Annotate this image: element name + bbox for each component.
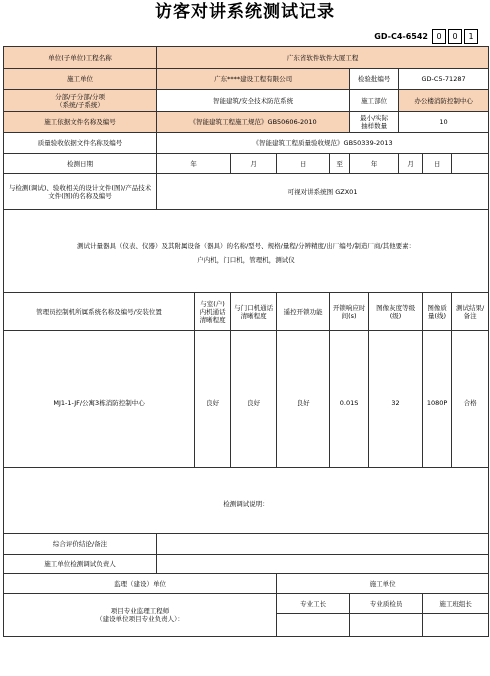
acceptance-value[interactable]: 《智能建筑工程质量验收规范》GB50339-2013: [157, 133, 489, 154]
inspector-signature[interactable]: [350, 614, 423, 637]
results-header-result: 测试结果/备注: [452, 293, 489, 331]
date-day-1[interactable]: 日: [277, 154, 330, 174]
contractor-value[interactable]: 广东****建设工程有限公司: [157, 69, 350, 90]
result-response-time[interactable]: 0.01S: [330, 331, 369, 468]
supervision-header: 监理（建设）单位: [4, 574, 277, 594]
min-sample-value[interactable]: 10: [399, 112, 489, 133]
foreman-label: 专业工长: [277, 594, 350, 614]
record-code-box-1[interactable]: 0: [432, 29, 446, 44]
team-leader-label: 施工班组长: [423, 594, 489, 614]
min-sample-label: 最小/实际 抽样数量: [350, 112, 399, 133]
page-title: 访客对讲系统测试记录: [155, 2, 335, 22]
acceptance-label: 质量验收依据文件名称及编号: [4, 133, 157, 154]
basis-value[interactable]: 《智能建筑工程施工规范》GB50606-2010: [157, 112, 350, 133]
results-header-remote-unlock: 遥控开锁功能: [277, 293, 330, 331]
foreman-signature[interactable]: [277, 614, 350, 637]
date-day-2[interactable]: 日: [423, 154, 452, 174]
results-header-name: 管理员控制机所属系统名称及编号/安装位置: [4, 293, 195, 331]
result-room-clarity[interactable]: 良好: [195, 331, 231, 468]
record-code-box-3[interactable]: 1: [464, 29, 478, 44]
results-header-response-time: 开锁响应时间(s): [330, 293, 369, 331]
division-label: 分部/子分部/分项 （系统/子系统）: [4, 90, 157, 112]
instruments-cell[interactable]: [4, 210, 489, 293]
date-month-2[interactable]: 月: [399, 154, 423, 174]
date-year-2[interactable]: 年: [350, 154, 399, 174]
date-year-1[interactable]: 年: [157, 154, 231, 174]
design-value[interactable]: 可视对讲系统图 GZX01: [157, 174, 489, 210]
contractor-label: 施工单位: [4, 69, 157, 90]
result-result[interactable]: 合格: [452, 331, 489, 468]
inspector-label: 专业质检员: [350, 594, 423, 614]
date-month-1[interactable]: 月: [231, 154, 277, 174]
record-code-box-2[interactable]: 0: [448, 29, 462, 44]
result-name[interactable]: MJ1-1-JF/公寓3栋消防控制中心: [4, 331, 195, 468]
basis-label: 施工依据文件名称及编号: [4, 112, 157, 133]
design-label: 与检测(调试)、验收相关的设计文件(图)/产品技术文件(图)的名称及编号: [4, 174, 157, 210]
division-value[interactable]: 智能建筑/安全技术防范系统: [157, 90, 350, 112]
notes-cell[interactable]: [4, 468, 489, 534]
evaluation-value[interactable]: [157, 534, 489, 555]
instruments-label: 测试计量器具（仪表、仪器）及其附属设备（器具）的名称/型号、规格/量程/分辨精度/出厂编号/制造厂商/其他要素：: [76, 242, 416, 250]
supervisor-label[interactable]: 项目专业监理工程师 （建设单位项目专业负责人）：: [4, 594, 277, 637]
unit-project-value[interactable]: 广东省软件软件大厦工程: [157, 47, 489, 69]
result-door-clarity[interactable]: 良好: [231, 331, 277, 468]
result-image-quality[interactable]: 1080P: [423, 331, 452, 468]
date-to: 至: [330, 154, 350, 174]
notes-label: 检测调试说明：: [223, 500, 269, 508]
result-gray-level[interactable]: 32: [369, 331, 423, 468]
batch-no-label: 检验批编号: [350, 69, 399, 90]
record-form: [3, 46, 489, 637]
contractor-person-label: 施工单位检测调试负责人: [4, 555, 157, 574]
contractor-person-value[interactable]: [157, 555, 489, 574]
results-header-room-clarity: 与室(户)内机通话清晰程度: [195, 293, 231, 331]
results-header-door-clarity: 与门口机通话清晰程度: [231, 293, 277, 331]
construction-header: 施工单位: [277, 574, 489, 594]
results-header-image-quality: 图像质量(线): [423, 293, 452, 331]
batch-no-value[interactable]: GD-C5-71287: [399, 69, 489, 90]
date-blank: [452, 154, 489, 174]
part-label: 施工部位: [350, 90, 399, 112]
date-label: 检测日期: [4, 154, 157, 174]
unit-project-label: 单位(子单位)工程名称: [4, 47, 157, 69]
result-remote-unlock[interactable]: 良好: [277, 331, 330, 468]
results-header-gray-level: 图像灰度等级(级): [369, 293, 423, 331]
record-code: [374, 28, 478, 45]
table-row: [4, 331, 489, 468]
record-code-label: GD-C4-6542: [374, 32, 428, 41]
team-leader-signature[interactable]: [423, 614, 489, 637]
instruments-value[interactable]: 户内机，门口机，管理机，测试仪: [197, 256, 295, 264]
evaluation-label: 综合评价结论/备注: [4, 534, 157, 555]
part-value[interactable]: 办公楼消防控制中心: [399, 90, 489, 112]
